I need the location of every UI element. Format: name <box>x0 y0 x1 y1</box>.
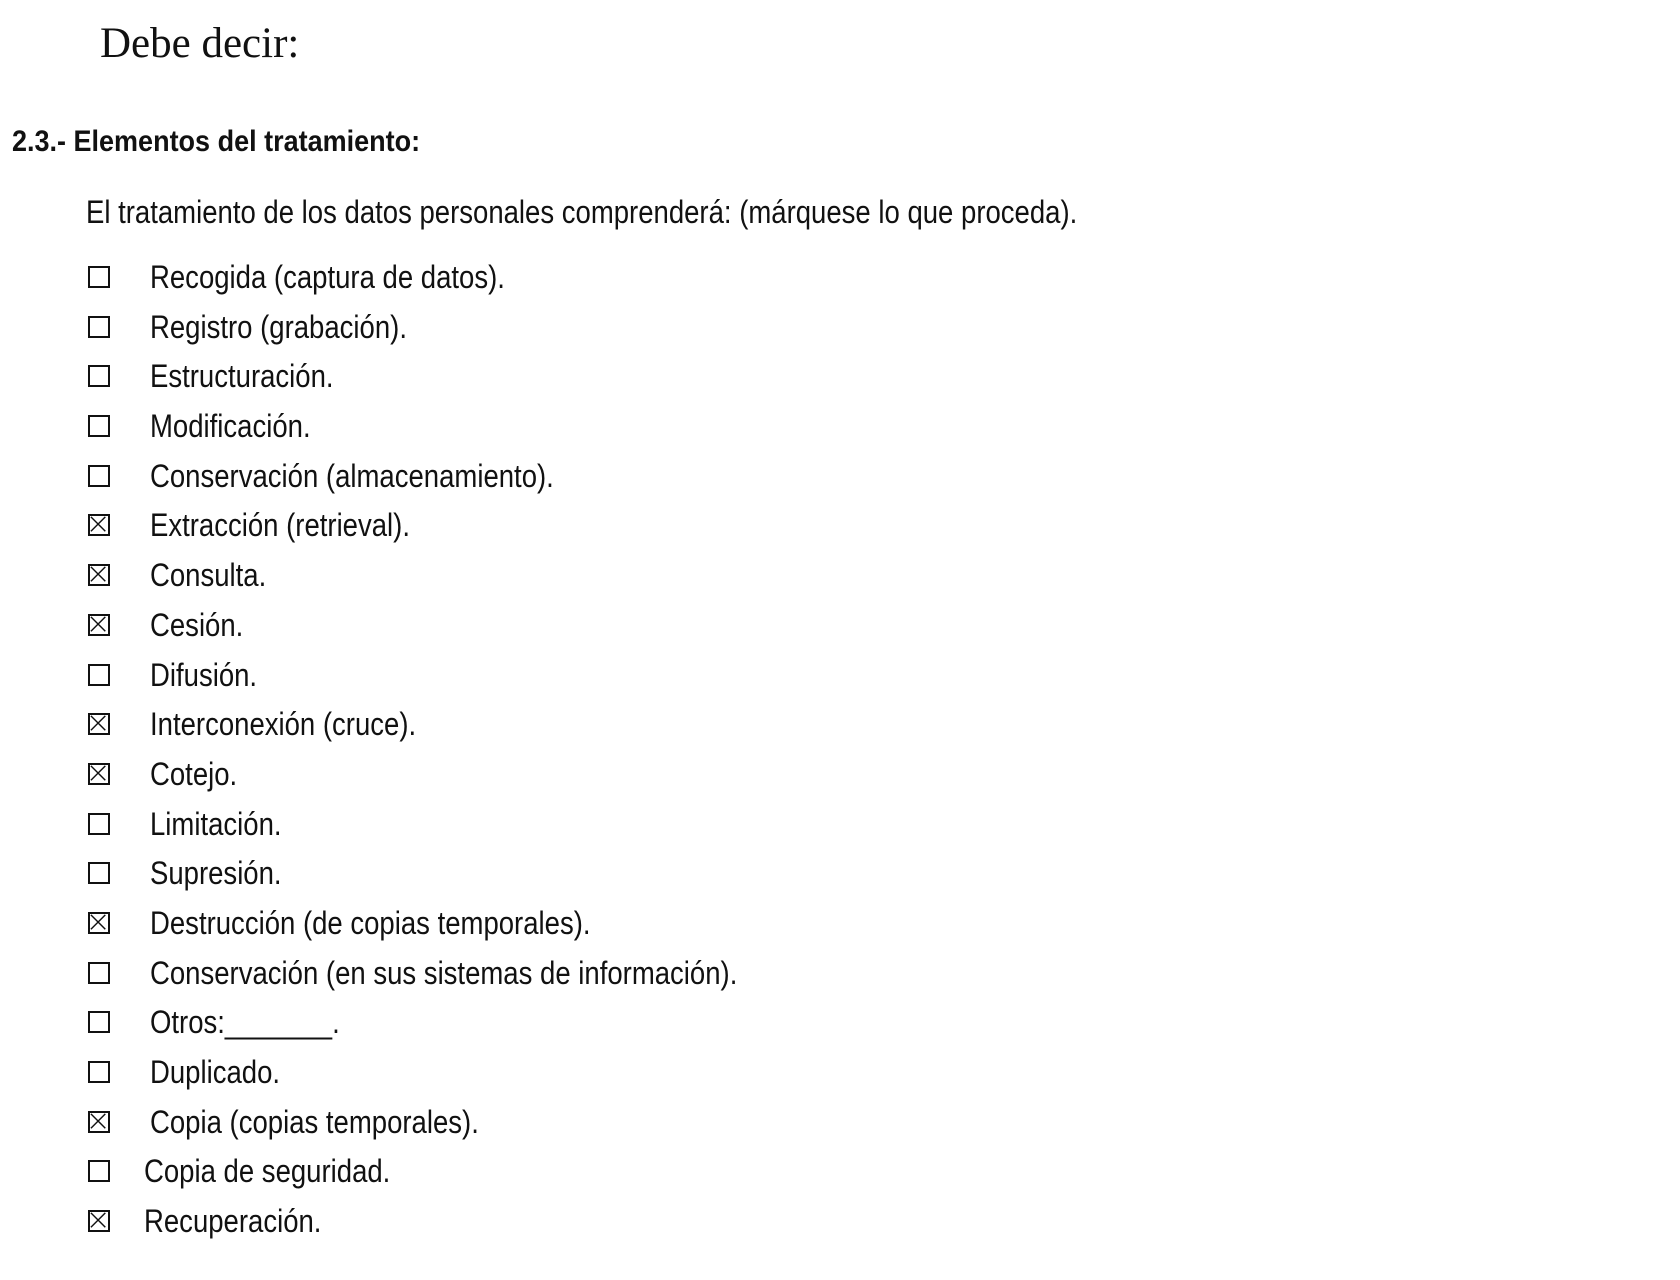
checklist-item-label: Cotejo. <box>150 755 238 792</box>
checklist-item-label: Registro (grabación). <box>150 308 407 345</box>
checklist-item-label: Cesión. <box>150 606 244 643</box>
checklist-item <box>0 553 1200 603</box>
checklist-item-label: Estructuración. <box>150 358 334 395</box>
section-paragraph: El tratamiento de los datos personales comprenderá: (márquese lo que proceda). <box>86 194 1078 230</box>
checkbox-checked[interactable] <box>88 1111 110 1133</box>
checklist-item-label: Conservación (en sus sistemas de información). <box>150 954 738 991</box>
checklist-item <box>0 404 1200 454</box>
checklist-item <box>0 255 1200 305</box>
intro-text: Debe decir: <box>100 20 300 67</box>
checkbox[interactable] <box>88 316 110 338</box>
checklist-item <box>0 354 1200 404</box>
checklist-item <box>0 951 1200 1001</box>
checklist-item <box>0 802 1200 852</box>
checklist-item-label: Copia de seguridad. <box>144 1153 391 1190</box>
checklist-item <box>0 1199 1200 1249</box>
checklist-item <box>0 851 1200 901</box>
checkbox[interactable] <box>88 813 110 835</box>
checklist-item <box>0 752 1200 802</box>
checkbox-checked[interactable] <box>88 614 110 636</box>
checkbox[interactable] <box>88 365 110 387</box>
checkbox-checked[interactable] <box>88 564 110 586</box>
checklist-item-label: Interconexión (cruce). <box>150 706 417 743</box>
checkbox[interactable] <box>88 862 110 884</box>
checklist-item-label: Conservación (almacenamiento). <box>150 457 554 494</box>
checklist-item <box>0 1149 1200 1199</box>
checklist-item <box>0 901 1200 951</box>
checkbox[interactable] <box>88 266 110 288</box>
checkbox[interactable] <box>88 664 110 686</box>
checklist-item-label: Copia (copias temporales). <box>150 1103 479 1140</box>
treatment-checklist <box>0 255 1200 1249</box>
checklist-item <box>0 1100 1200 1150</box>
checkbox-checked[interactable] <box>88 912 110 934</box>
checklist-item <box>0 305 1200 355</box>
checkbox-checked[interactable] <box>88 1210 110 1232</box>
checklist-item-label: Otros:_______. <box>150 1004 340 1041</box>
checkbox[interactable] <box>88 1160 110 1182</box>
section-heading: 2.3.- Elementos del tratamiento: <box>12 125 421 158</box>
checklist-item-label: Supresión. <box>150 855 282 892</box>
checklist-item-label: Extracción (retrieval). <box>150 507 410 544</box>
checklist-item <box>0 603 1200 653</box>
checklist-item <box>0 1000 1200 1050</box>
checklist-item-label: Recuperación. <box>144 1203 322 1240</box>
checkbox-checked[interactable] <box>88 763 110 785</box>
checkbox[interactable] <box>88 465 110 487</box>
checklist-item-label: Difusión. <box>150 656 258 693</box>
checklist-item <box>0 503 1200 553</box>
checklist-item <box>0 454 1200 504</box>
checklist-item-label: Modificación. <box>150 408 311 445</box>
checklist-item-label: Recogida (captura de datos). <box>150 259 505 295</box>
checkbox[interactable] <box>88 962 110 984</box>
checkbox[interactable] <box>88 1011 110 1033</box>
checklist-item-label: Duplicado. <box>150 1054 281 1090</box>
checklist-item-label: Limitación. <box>150 805 282 842</box>
checklist-item-label: Destrucción (de copias temporales). <box>150 904 591 941</box>
checklist-item <box>0 653 1200 703</box>
checklist-item <box>0 702 1200 752</box>
checkbox[interactable] <box>88 415 110 437</box>
checkbox[interactable] <box>88 1061 110 1083</box>
checkbox-checked[interactable] <box>88 514 110 536</box>
checkbox-checked[interactable] <box>88 713 110 735</box>
checklist-item-label: Consulta. <box>150 557 267 594</box>
checklist-item <box>0 1050 1200 1100</box>
